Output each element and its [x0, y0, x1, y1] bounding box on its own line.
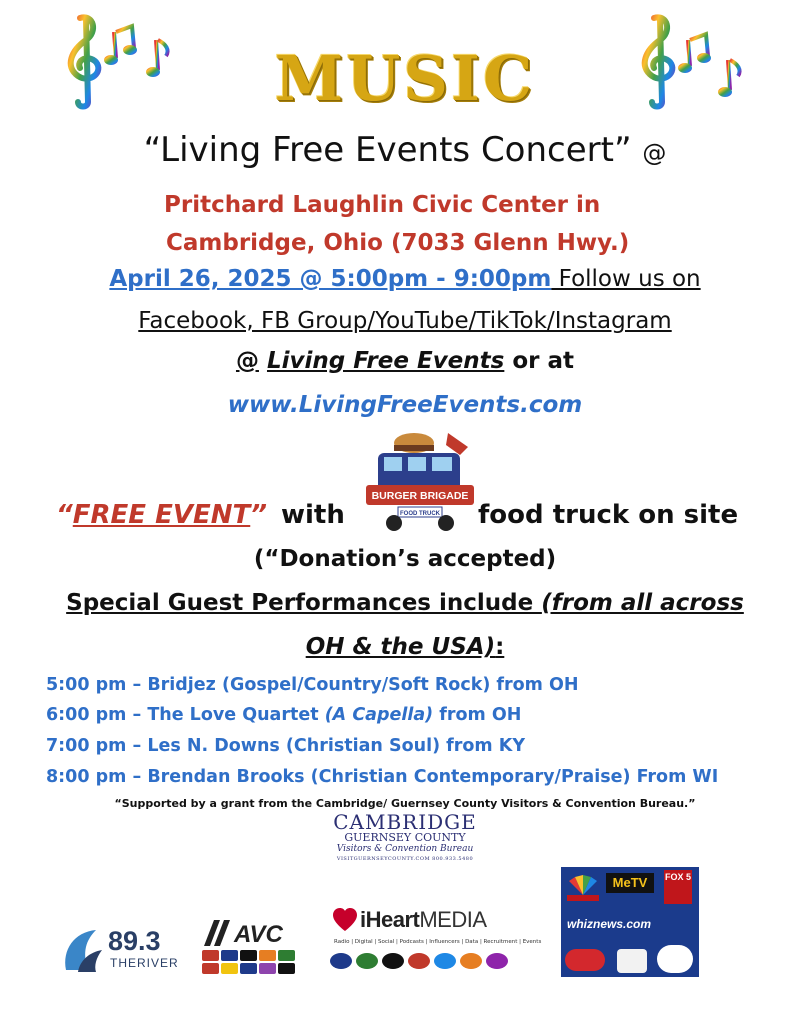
station-logo — [408, 953, 430, 969]
schedule-item — [46, 705, 521, 725]
station-logo — [657, 945, 693, 973]
special-guests-heading-line-2 — [0, 634, 810, 660]
station-logo — [278, 963, 295, 974]
website-link[interactable]: www.LivingFreeEvents.com — [227, 392, 583, 418]
venue-line-2: Cambridge, Ohio (7033 Glenn Hwy.) — [166, 230, 630, 256]
station-logo — [617, 949, 647, 973]
date-line — [0, 266, 810, 292]
event-at-symbol: @ — [642, 139, 667, 167]
whiz-news-logo — [561, 867, 699, 977]
nbc-peacock-icon — [565, 873, 601, 901]
schedule-text: 5:00 pm – Bridjez (Gospel/Country/Soft Rock) from OH — [46, 675, 579, 695]
station-logo — [202, 950, 219, 961]
living-free-line — [0, 348, 810, 374]
food-truck-text: food truck on site — [478, 500, 739, 530]
iheart-station-logos — [330, 953, 520, 969]
station-logo — [202, 963, 219, 974]
cambridge-logo-title: CAMBRIDGE — [333, 810, 477, 834]
music-title: MUSIC — [274, 42, 536, 115]
avc-wordmark-icon — [200, 918, 300, 948]
living-free-events-name: Living Free Events — [266, 348, 505, 374]
station-logo — [221, 950, 238, 961]
schedule-item — [46, 736, 525, 756]
schedule-text: 7:00 pm – Les N. Downs (Christian Soul) from KY — [46, 736, 525, 756]
schedule-item — [46, 675, 579, 695]
food-truck-logo-sub: FOOD TRUCK — [400, 511, 440, 517]
event-name — [0, 130, 810, 170]
schedule-italic: (A Capella) — [324, 705, 434, 725]
station-logo — [356, 953, 378, 969]
iheart-tagline: Radio | Digital | Social | Podcasts | Influencers | Data | Recruitment | Events — [334, 939, 542, 945]
iheartmedia-logo — [330, 905, 542, 975]
avc-text: AVC — [234, 921, 283, 948]
station-logo — [460, 953, 482, 969]
station-logo — [330, 953, 352, 969]
with-text: with — [281, 500, 345, 530]
iheart-media-text: MEDIA — [419, 907, 487, 932]
iheart-brand — [360, 907, 487, 933]
avc-station-logos — [202, 950, 298, 974]
station-logo — [278, 950, 295, 961]
special-guests-heading — [0, 590, 810, 616]
avc-logo — [200, 918, 300, 980]
free-event-line — [0, 500, 810, 540]
event-date-time: April 26, 2025 @ 5:00pm - 9:00pm — [109, 266, 552, 292]
special-guests-text: Special Guest Performances include — [66, 590, 542, 616]
metv-logo: MeTV — [606, 873, 654, 893]
the-river-logo — [60, 922, 180, 982]
cambridge-guernsey-logo — [330, 812, 480, 872]
cambridge-logo-bureau: Visitors & Convention Bureau — [336, 844, 474, 854]
river-name: THERIVER — [110, 956, 179, 970]
whiznews-site: whiznews.com — [567, 917, 652, 931]
close-quote: ” — [250, 500, 267, 530]
station-logo — [486, 953, 508, 969]
station-logo — [382, 953, 404, 969]
station-logo — [240, 950, 257, 961]
iheart-heart-icon — [332, 907, 358, 933]
free-event-text: FREE EVENT — [72, 500, 251, 530]
station-logo — [221, 963, 238, 974]
river-frequency: 89.3 — [108, 926, 161, 956]
station-logo — [240, 963, 257, 974]
grant-acknowledgement: “Supported by a grant from the Cambridge/ Guernsey County Visitors & Convention Bureau.” — [114, 797, 696, 810]
special-guests-italic: (from all across — [541, 590, 744, 616]
colon: : — [495, 634, 505, 660]
schedule-text: 8:00 pm – Brendan Brooks (Christian Contemporary/Praise) From WI — [46, 767, 719, 787]
at-symbol: @ — [235, 348, 259, 374]
cambridge-logo-county: GUERNSEY COUNTY — [344, 831, 466, 844]
schedule-text-end: from OH — [433, 705, 522, 725]
schedule-item — [46, 767, 718, 787]
event-name-text: “Living Free Events Concert” — [143, 130, 632, 170]
cambridge-logo-url: VISITGUERNSEYCOUNTY.COM 800.933.5480 — [336, 856, 474, 862]
river-wave-icon — [60, 926, 106, 976]
free-event-label — [56, 500, 267, 530]
open-quote: “ — [56, 500, 73, 530]
burger-brigade-logo-text: BURGER BRIGADE — [371, 490, 469, 502]
venue-line-1: Pritchard Laughlin Civic Center in — [164, 192, 601, 218]
schedule-text: 6:00 pm – The Love Quartet — [46, 705, 325, 725]
fox-5-logo: FOX 5 — [664, 870, 692, 904]
station-logo — [259, 963, 276, 974]
donation-note: (“Donation’s accepted) — [253, 546, 557, 572]
station-logo — [259, 950, 276, 961]
or-at-text: or at — [504, 348, 575, 374]
iheart-text: iHeart — [360, 907, 420, 932]
station-logo — [565, 949, 605, 971]
special-guests-italic-2: OH & the USA) — [305, 634, 496, 660]
social-media-list: Facebook, FB Group/YouTube/TikTok/Instagram — [138, 308, 672, 334]
follow-us-text: Follow us on — [551, 266, 701, 292]
station-logo — [434, 953, 456, 969]
